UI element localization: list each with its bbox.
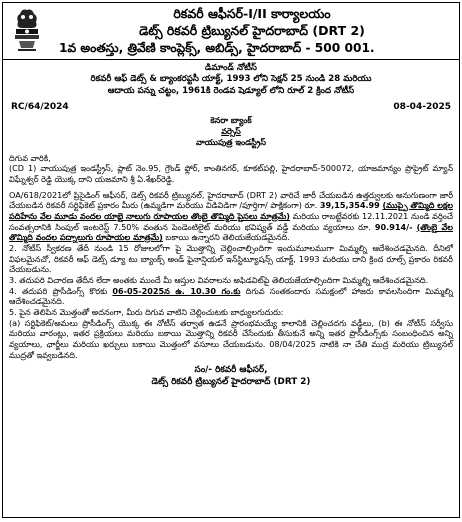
versus-label: వర్సెస్ xyxy=(221,125,241,136)
act-reference-line-2: ఆదాయ పన్ను చట్టం, 1961కి రెండవ షెడ్యూల్ లోని రూల్ 2 క్రింద నోటీస్ xyxy=(107,85,355,96)
state-emblem-icon xyxy=(10,8,44,52)
para1-text-c: బకాయి ఉన్నారని తెలియజేయడమైనది. xyxy=(162,232,290,243)
case-reference-row xyxy=(11,102,451,115)
paragraph-3: 3. తదుపరి విచారణ తేదీన లేదా అంతకు ముందే మీ ఆస్తుల వివరాలను అఫిడవిట్‌పై తెలియజేయాల్సిందిగా మిమ్మల్ని ఆదేశించడమైనది. xyxy=(9,274,429,285)
notice-date: 08-04-2025 xyxy=(393,102,451,113)
para1-text-a: OA/618/2021లో ప్రిసైడింగ్ ఆఫీసర్, డెట్స్ రికవరీ ట్రిబ్యునల్, హైదరాబాద్ (DRT 2) వారిచే జారీ చేయబడిన ఉత్తర్వులకు అనుగుణంగా జారీ చేయబడిన రికవరీ సర్టిఫికెట్ ప్రకారం మీరు (ఉమ్మడిగా మరియు విడివిడిగా /పూర్తిగా/ పాక్షికంగా) రూ. xyxy=(9,189,453,211)
principal-amount-words: (ముప్పై తొమ్మిది లక్షల పదిహేను వేల మూడు వందల యాభై నాలుగు రూపాయల తొంబై తొమ్మిది పైసలు మాత్రమే) xyxy=(9,200,453,221)
notice-page xyxy=(2,2,460,518)
paragraph-4 xyxy=(9,286,453,307)
act-reference-line-1: రికవరీ ఆఫ్ డెట్స్ & బ్యాంకరప్టసీ యాక్ట్, 1993 లోని సెక్షన్ 25 నుండి 28 మరియు xyxy=(90,74,372,85)
paragraph-1 xyxy=(9,190,453,243)
office-name: రికవరీ ఆఫీసర్-I/II కార్యాలయం xyxy=(173,6,331,21)
rc-number: RC/64/2024 xyxy=(11,102,69,113)
notice-title: డిమాండ్ నోటీస్ xyxy=(205,63,257,73)
para4-text-b: దిగువ సంతకందారు సమక్షంలో హాజరు కావలసిందిగా మిమ్మల్ని ఆదేశించడమైనది. xyxy=(9,285,454,307)
para1-text-b: మరియు రాబట్టేవరకు 12.11.2021 నుండి వర్తించే సంవత్సరానికి సింపుల్ ఇంటరెస్ట్ 7.50% వంతున పెండెంటిలైట్ మరియు భవిష్యత్ వడ్డీ మరియు వ్యయాలు రూ. xyxy=(9,210,453,232)
defendant-name: వాయుపుత్ర ఇండస్ట్రీస్ xyxy=(196,136,266,147)
addressee-label: దిగువ వారికి, xyxy=(9,152,51,163)
defendant-cd1-address: (CD 1) వాయుపుత్ర ఇండస్ట్రీస్, ప్లాట్ నెం.95, గ్రౌండ్ ఫ్లోర్, కాంతినగర్, కూకట్‌పల్లి, హైదరాబాద్-500072, యాజమాన్యం ప్రొప్రైట్ మ్యాన్ విఘ్నేశ్వర్ రెడ్డి యొక్క దాని యజమాని శ్రీ ఏ.శేఖర్‌రెడ్డి. xyxy=(9,163,453,184)
principal-amount: 39,15,354.99 xyxy=(319,200,380,211)
office-address: 1వ అంతస్తు, త్రివేణి కాంప్లెక్స్, అబిడ్స్, హైదరాబాద్ - 500 001. xyxy=(59,41,375,55)
letterhead xyxy=(3,3,459,60)
paragraph-2: 2. నోటీస్ స్వీకరణ తేదీ నుండి 15 రోజులలోగా పై మొత్తాన్ని చెల్లించాల్సిందిగా ఇందుమూలముగా మిమ్మల్ని ఆదేశించడమైనది. దీనిలో విఫలమైనచో, రికవరీ ఆఫ్ డెట్స్ డ్యూ టు బ్యాంక్స్ అండ్ ఫైనాన్షియల్ ఇన్‌స్టిట్యూషన్స్ యాక్ట్, 1993 మరియు దాని క్రింద రూల్స్ ప్రకారం రికవరీ చేయబడును. xyxy=(9,242,453,275)
hearing-date: 06-05-2025న ఉ. 10.30 గం.కు xyxy=(112,285,241,296)
paragraph-5: 5. పైన తెలిపిన మొత్తంతో అదనంగా, మీరు దిగువ వాటిని చెల్లించుటకు బాధ్యులగుదురు: xyxy=(9,306,284,317)
cost-amount: 90.914/- xyxy=(374,221,413,232)
applicant-bank: కెనరా బ్యాంక్ xyxy=(210,115,252,126)
cost-amount-words: (తొంబై వేల తొమ్మిది వందల పద్నాలుగు రూపాయల మాత్రమే) xyxy=(9,221,453,243)
signatory-office: డెట్స్ రికవరీ ట్రిబ్యునల్ హైదరాబాద్ (DRT 2) xyxy=(151,376,311,387)
signatory-title: సం/- రికవరీ ఆఫీసర్, xyxy=(194,365,268,376)
paragraph-5-details: (a) సర్టిఫికెట్/అమలు ప్రొసీడింగ్స్ యొక్క ఈ నోటీస్ తర్వాత ఉడనే ప్రారంభమయ్యే కాలానికి చెల్లించదగు వడ్డీలు, (b) ఈ నోటీస్ సర్వీసు మరియు వారంట్లు, ఇతర ప్రక్రియలు మరియు బకాయి మొత్తాన్ని రికవరీ చేసేందుకు తీసుకునే అన్ని ఇతర ప్రొసీడింగ్స్‌కు సంబంధించిన అన్ని వ్యయాలు, ఛార్జీలు మరియు ఖర్చులు బకాయి మొత్తంలో వసూలు చేయబడును. 08/04/2025 నాటికి నా చేతి ముద్ర మరియు ట్రిబ్యునల్ ముద్రతో ఇవ్వబడినది. xyxy=(9,317,453,360)
tribunal-name: డెట్స్ రికవరీ ట్రిబ్యునల్ హైదరాబాద్ (DRT 2) xyxy=(139,23,365,38)
para4-text-a: 4. తదుపరి ప్రొసీడింగ్స్ కొరకు xyxy=(9,285,113,296)
